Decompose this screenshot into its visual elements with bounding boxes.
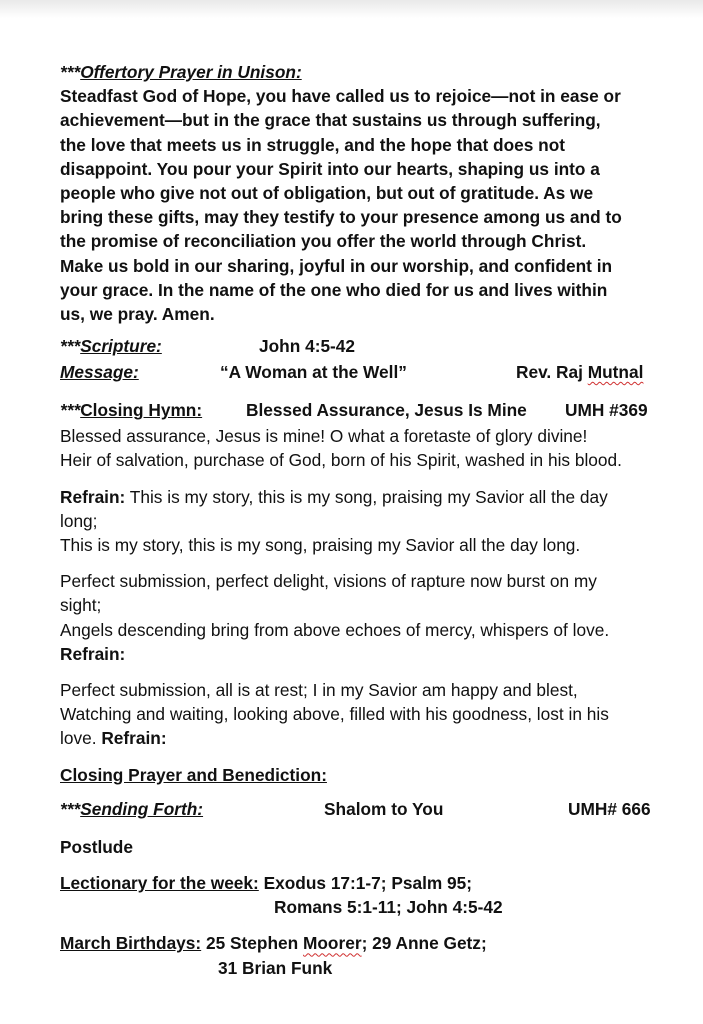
birthdays-label: March Birthdays: <box>60 933 202 954</box>
closing-hymn-label: Closing Hymn: <box>80 400 203 421</box>
hymn-verse3-line-3 <box>60 726 665 750</box>
message-preacher <box>516 362 643 383</box>
birthdays-line-2: 31 Brian Funk <box>218 957 333 978</box>
hymn-refrain <box>60 485 665 558</box>
offertory-line-1: Steadfast God of Hope, you have called us to rejoice—not in ease or <box>60 86 621 107</box>
hymn-verse2-line-3: Angels descending bring from above echoes of mercy, whispers of love. <box>60 619 610 640</box>
message-row <box>60 362 665 386</box>
lectionary-label: Lectionary for the week: <box>60 873 259 894</box>
scripture-heading <box>60 336 162 357</box>
birthdays-surname: Moorer <box>302 933 362 954</box>
offertory-line-7: the promise of reconciliation you offer the world through Christ. <box>60 231 587 252</box>
sending-forth-title: Shalom to You <box>324 798 444 819</box>
closing-hymn-stars: *** <box>60 400 81 421</box>
refrain-line-1 <box>60 485 665 509</box>
offertory-heading-label: Offertory Prayer in Unison: <box>80 62 302 82</box>
lectionary <box>60 871 665 919</box>
closing-prayer-heading: Closing Prayer and Benediction: <box>60 764 327 785</box>
sending-forth-row <box>60 799 665 823</box>
closing-hymn-heading <box>60 400 202 421</box>
birthdays-rest: ; 29 Anne Getz; <box>361 933 487 954</box>
lectionary-line-1 <box>60 871 665 895</box>
closing-hymn-row <box>60 400 665 424</box>
scripture-reference: John 4:5-42 <box>259 336 356 357</box>
offertory-line-10: us, we pray. Amen. <box>60 304 215 325</box>
scripture-stars: *** <box>60 336 81 357</box>
closing-hymn-number: UMH #369 <box>565 400 648 421</box>
offertory-line-4: disappoint. You pour your Spirit into our hearts, shaping us into a <box>60 158 600 179</box>
offertory-line-3: the love that meets us in struggle, and the hope that does not <box>60 134 566 155</box>
refrain-line-2: This is my story, this is my song, praising my Savior all the day long. <box>60 535 581 556</box>
sending-forth-stars: *** <box>60 798 81 819</box>
offertory-line-5: people who give not out of obligation, but out of gratitude. As we <box>60 183 594 204</box>
refrain-label: Refrain: <box>60 486 126 507</box>
hymn-verse2 <box>60 569 665 666</box>
offertory-stars: *** <box>60 62 81 82</box>
sending-forth-heading <box>60 799 203 820</box>
offertory-line-8: Make us bold in our sharing, joyful in our worship, and confident in <box>60 255 613 276</box>
birthdays <box>60 931 665 979</box>
hymn-verse3-line-2: Watching and waiting, looking above, filled with his goodness, lost in his <box>60 704 609 725</box>
hymn-verse2-refrain: Refrain: <box>60 643 126 664</box>
birthdays-line-1 <box>60 931 665 955</box>
hymn-verse1-line-2: Heir of salvation, purchase of God, born of his Spirit, washed in his blood. <box>60 450 622 471</box>
scripture-label: Scripture: <box>80 336 162 357</box>
bulletin-page <box>60 60 665 980</box>
sending-forth-label: Sending Forth: <box>80 798 204 819</box>
hymn-verse1-line-1: Blessed assurance, Jesus is mine! O what a foretaste of glory divine! <box>60 426 588 447</box>
offertory-line-6: bring these gifts, may they testify to your presence among us and to <box>60 207 622 228</box>
hymn-verse3-refrain: Refrain: <box>101 728 167 749</box>
postlude: Postlude <box>60 836 133 857</box>
hymn-verse2-line-1: Perfect submission, perfect delight, visions of rapture now burst on my <box>60 571 597 592</box>
offertory-section <box>60 60 665 326</box>
lectionary-line-2: Romans 5:1-11; John 4:5-42 <box>274 897 503 918</box>
closing-hymn-title: Blessed Assurance, Jesus Is Mine <box>246 400 527 421</box>
hymn-verse3-end: love. <box>60 728 102 749</box>
hymn-verse3 <box>60 678 665 751</box>
offertory-heading <box>60 60 665 84</box>
hymn-verse3-line-1: Perfect submission, all is at rest; I in my Savior am happy and blest, <box>60 680 578 701</box>
refrain-line-1b: long; <box>60 510 98 531</box>
lectionary-readings-1: Exodus 17:1-7; Psalm 95; <box>258 873 473 894</box>
hymn-verse2-line-2: sight; <box>60 595 102 616</box>
message-title: “A Woman at the Well” <box>220 362 407 383</box>
offertory-line-2: achievement—but in the grace that sustains us through suffering, <box>60 110 601 131</box>
scripture-row <box>60 336 665 360</box>
top-shadow-band <box>0 0 703 18</box>
sending-forth-number: UMH# 666 <box>568 798 651 819</box>
birthdays-prefix: 25 Stephen <box>201 933 303 954</box>
refrain-text-1a: This is my story, this is my song, praising my Savior all the day <box>125 486 608 507</box>
preacher-surname: Mutnal <box>587 362 644 383</box>
message-label: Message: <box>60 362 139 383</box>
preacher-prefix: Rev. Raj <box>516 362 588 383</box>
offertory-line-9: your grace. In the name of the one who died for us and lives within <box>60 279 608 300</box>
